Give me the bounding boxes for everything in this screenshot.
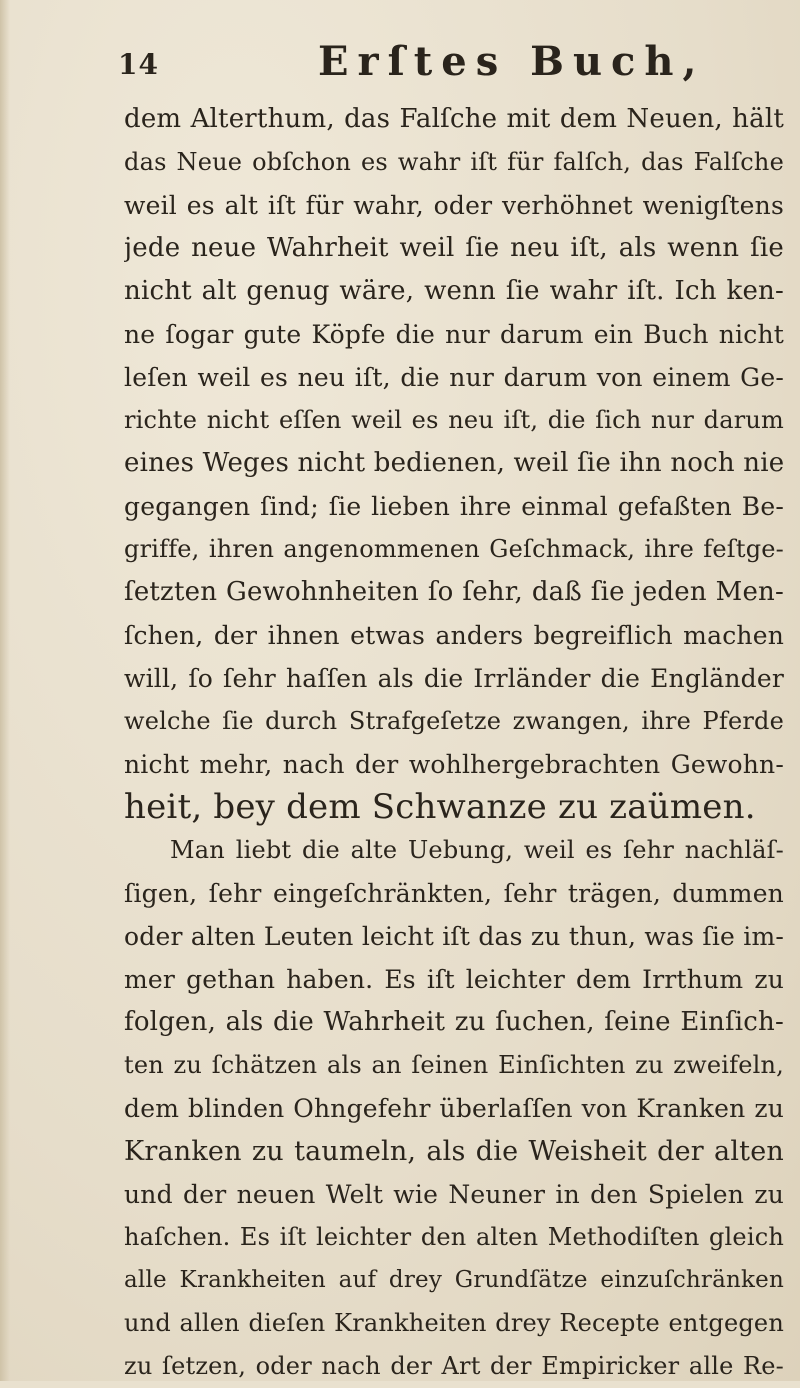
text-line: dem Alterthum, das Falſche mit dem Neuen, hält: [124, 104, 784, 134]
text-line: das Neue obſchon es wahr iſt für falſch, das Falſche: [124, 148, 784, 176]
text-line: haſchen. Es iſt leichter den alten Methodiſten gleich: [124, 1223, 784, 1251]
text-line: mer gethan haben. Es iſt leichter dem Irrthum zu: [124, 965, 784, 994]
running-head: Erſtes Buch,: [318, 38, 706, 85]
text-line: dem blinden Ohngefehr überlaſſen von Kranken zu: [124, 1094, 784, 1123]
text-line: nicht alt genug wäre, wenn ſie wahr iſt. Ich ken-: [124, 276, 784, 306]
text-line: gegangen ſind; ſie lieben ihre einmal gefaßten Be-: [124, 492, 784, 521]
text-line: griffe, ihren angenommenen Geſchmack, ihre feſtge-: [124, 535, 784, 563]
text-line: will, ſo ſehr haſſen als die Irrländer die Engländer: [124, 664, 784, 693]
text-line: nicht mehr, nach der wohlhergebrachten Gewohn-: [124, 750, 784, 779]
page-edge-shadow: [0, 0, 10, 1381]
text-line: ſigen, ſehr eingeſchränkten, ſehr trägen, dummen: [124, 879, 784, 908]
text-line: oder alten Leuten leicht iſt das zu thun, was ſie im-: [124, 922, 784, 951]
body-text: [124, 98, 784, 1388]
text-line: ne ſogar gute Köpfe die nur darum ein Buch nicht: [124, 320, 784, 349]
text-line: folgen, als die Wahrheit zu ſuchen, ſeine Einſich-: [124, 1007, 784, 1037]
page-number: 14: [118, 48, 159, 81]
text-line: und allen dieſen Krankheiten drey Recepte entgegen: [124, 1309, 784, 1337]
paragraph-end-line: heit, bey dem Schwanze zu zaümen.: [124, 787, 756, 827]
text-line: und der neuen Welt wie Neuner in den Spielen zu: [124, 1180, 784, 1209]
text-line: eines Weges nicht bedienen, weil ſie ihn noch nie: [124, 448, 784, 478]
text-line: ten zu ſchätzen als an ſeinen Einſichten zu zweifeln,: [124, 1051, 784, 1079]
text-line: ſetzten Gewohnheiten ſo ſehr, daß ſie jeden Men-: [124, 577, 784, 607]
paragraph-start-line: Man liebt die alte Uebung, weil es ſehr nachläſ-: [170, 836, 784, 864]
text-line: leſen weil es neu iſt, die nur darum von einem Ge-: [124, 363, 784, 392]
text-line: alle Krankheiten auf drey Grundſätze einzuſchränken: [124, 1267, 784, 1293]
text-line: richte nicht eſſen weil es neu iſt, die ſich nur darum: [124, 406, 784, 434]
text-line: jede neue Wahrheit weil ſie neu iſt, als wenn ſie: [124, 233, 784, 263]
text-line: Kranken zu taumeln, als die Weisheit der alten: [124, 1136, 784, 1167]
text-line: weil es alt iſt für wahr, oder verhöhnet wenigſtens: [124, 191, 784, 220]
text-line: ſchen, der ihnen etwas anders begreiflich machen: [124, 621, 784, 650]
text-line: zu ſetzen, oder nach der Art der Empiricker alle Re-: [124, 1352, 784, 1380]
text-line: welche ſie durch Strafgeſetze zwangen, ihre Pferde: [124, 707, 784, 735]
page-header: [0, 38, 800, 88]
